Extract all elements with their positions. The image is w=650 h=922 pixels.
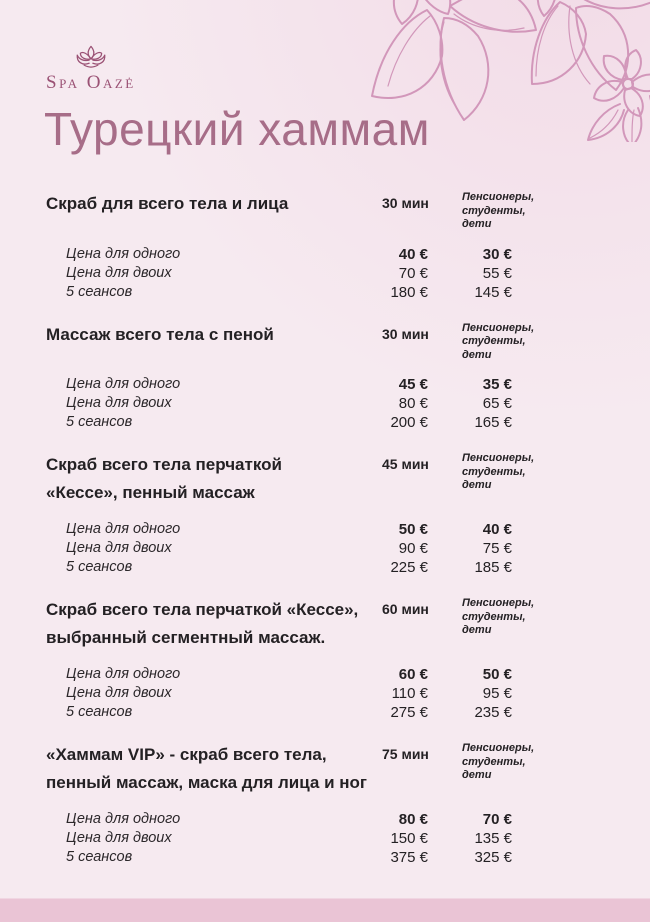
discount-price: 165 € [474, 414, 512, 431]
discount-price: 55 € [482, 264, 512, 282]
service-name: Скраб всего тела перчаткой «Кессе», выбранный сегментный массаж. [46, 600, 359, 647]
standard-price: 45 € [398, 376, 428, 393]
price-row: Цена для двоих 150 € 135 € [46, 829, 650, 848]
price-row: 5 сеансов 225 € 185 € [46, 558, 650, 577]
footer-accent-band [0, 898, 650, 922]
discount-price: 185 € [474, 559, 512, 576]
service-section-foam-massage [46, 321, 650, 433]
price-row: Цена для одного 80 € 70 € [46, 810, 650, 829]
page-title: Турецкий хаммам [44, 103, 430, 155]
discount-price: 235 € [474, 704, 512, 721]
service-section-kese-segment-massage [46, 596, 650, 722]
discount-column-header: Пенсионеры, студенты, дети [462, 742, 535, 781]
discount-price: 325 € [474, 849, 512, 866]
discount-price: 30 € [482, 245, 512, 263]
header [0, 0, 650, 154]
standard-price: 200 € [390, 414, 428, 431]
service-duration: 30 мин [382, 195, 429, 211]
service-duration: 45 мин [382, 456, 429, 472]
discount-price: 75 € [482, 540, 512, 557]
service-section-hammam-vip [46, 741, 650, 867]
discount-column-header: Пенсионеры, студенты, дети [462, 452, 535, 491]
standard-price: 70 € [398, 264, 428, 282]
standard-price: 275 € [390, 704, 428, 721]
price-row: Цена для одного 60 € 50 € [46, 665, 650, 684]
price-sections [0, 154, 650, 867]
discount-column-header: Пенсионеры, студенты, дети [462, 321, 535, 361]
discount-column-header: Пенсионеры, студенты, дети [462, 191, 535, 230]
standard-price: 150 € [390, 830, 428, 847]
discount-price: 95 € [482, 685, 512, 702]
service-name: Скраб всего тела перчаткой «Кессе», пенный массаж [46, 455, 282, 502]
discount-price: 50 € [482, 666, 512, 683]
service-name: Массаж всего тела с пеной [46, 324, 274, 344]
brand-logo [46, 44, 136, 94]
discount-price: 35 € [482, 376, 512, 393]
standard-price: 80 € [398, 395, 428, 412]
standard-price: 110 € [391, 685, 428, 702]
price-row: Цена для одного 50 € 40 € [46, 520, 650, 539]
discount-price: 145 € [474, 283, 512, 301]
standard-price: 40 € [398, 245, 428, 263]
price-row: Цена для одного 40 € 30 € [46, 245, 650, 264]
service-duration: 30 мин [382, 325, 429, 342]
standard-price: 180 € [390, 283, 428, 301]
standard-price: 225 € [390, 559, 428, 576]
price-row: Цена для двоих 110 € 95 € [46, 684, 650, 703]
standard-price: 80 € [398, 811, 428, 828]
price-row: 5 сеансов 275 € 235 € [46, 703, 650, 722]
lotus-icon [76, 44, 106, 70]
service-duration: 60 мин [382, 601, 429, 617]
discount-price: 135 € [474, 830, 512, 847]
discount-price: 65 € [482, 395, 512, 412]
price-row: 5 сеансов 375 € 325 € [46, 848, 650, 867]
standard-price: 90 € [398, 540, 428, 557]
service-name: «Хаммам VIP» - скраб всего тела, пенный массаж, маска для лица и ног [46, 745, 367, 792]
standard-price: 375 € [390, 849, 428, 866]
price-row: 5 сеансов 200 € 165 € [46, 413, 650, 432]
price-row: 5 сеансов 180 € 145 € [46, 283, 650, 302]
discount-column-header: Пенсионеры, студенты, дети [462, 597, 535, 636]
service-duration: 75 мин [382, 746, 429, 762]
service-name: Скраб для всего тела и лица [46, 194, 289, 213]
price-row: Цена для двоих 90 € 75 € [46, 539, 650, 558]
service-section-kese-scrub [46, 451, 650, 577]
price-row: Цена для одного 45 € 35 € [46, 375, 650, 394]
discount-price: 40 € [482, 521, 512, 538]
discount-price: 70 € [482, 811, 512, 828]
brand-name: Spa Oazė [46, 72, 136, 93]
standard-price: 50 € [398, 521, 428, 538]
service-section-scrub-body-face [46, 190, 650, 302]
standard-price: 60 € [398, 666, 428, 683]
price-row: Цена для двоих 80 € 65 € [46, 394, 650, 413]
price-row: Цена для двоих 70 € 55 € [46, 264, 650, 283]
